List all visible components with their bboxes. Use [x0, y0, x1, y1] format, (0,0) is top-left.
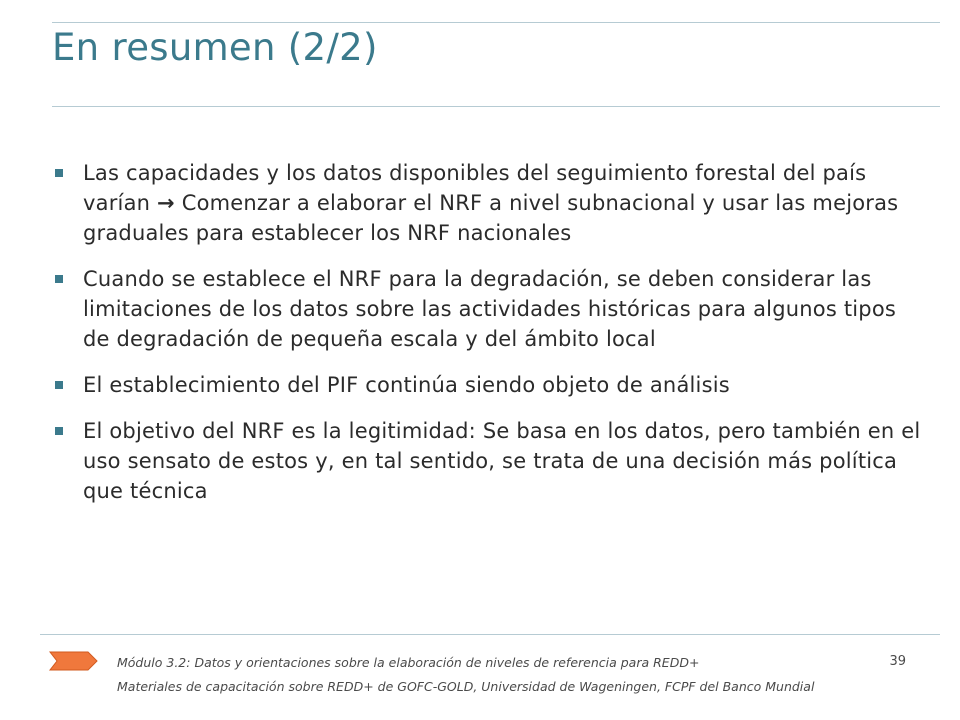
footer-module-text: Módulo 3.2: Datos y orientaciones sobre la elaboración de niveles de referencia para REDD+ — [117, 655, 700, 670]
bullet-list — [52, 158, 922, 522]
footer-credits-text: Materiales de capacitación sobre REDD+ de GOFC-GOLD, Universidad de Wageningen, FCPF del Banco Mundial — [117, 679, 815, 694]
bullet-item — [52, 416, 922, 506]
bullet-text-part: Las capacidades y los datos disponibles del seguimiento forestal del país varían — [83, 161, 867, 215]
bullet-item — [52, 264, 922, 354]
bullet-text: El objetivo del NRF es la legitimidad: Se basa en los datos, pero también en el uso sensato de estos y, en tal sentido, se trata de una decisión más política que técnica — [83, 419, 921, 503]
slide-title: En resumen (2/2) — [52, 26, 378, 69]
footer-rule — [40, 634, 940, 635]
title-divider — [52, 106, 940, 107]
bullet-text: Cuando se establece el NRF para la degradación, se deben considerar las limitaciones de los datos sobre las actividades históricas para algunos tipos de degradación de pequeña escala y del ámbito local — [83, 267, 897, 351]
chevron-tag-icon — [48, 651, 98, 671]
page-number: 39 — [889, 654, 906, 669]
square-bullet-icon — [55, 427, 63, 435]
top-rule — [52, 22, 940, 23]
bullet-text: El establecimiento del PIF continúa siendo objeto de análisis — [83, 373, 730, 397]
bullet-text-part: Comenzar a elaborar el NRF a nivel subnacional y usar las mejoras graduales para establecer los NRF nacionales — [83, 191, 899, 245]
square-bullet-icon — [55, 381, 63, 389]
bullet-item — [52, 158, 922, 248]
bullet-item — [52, 370, 922, 400]
square-bullet-icon — [55, 275, 63, 283]
square-bullet-icon — [55, 169, 63, 177]
right-arrow-icon: → — [157, 191, 175, 215]
